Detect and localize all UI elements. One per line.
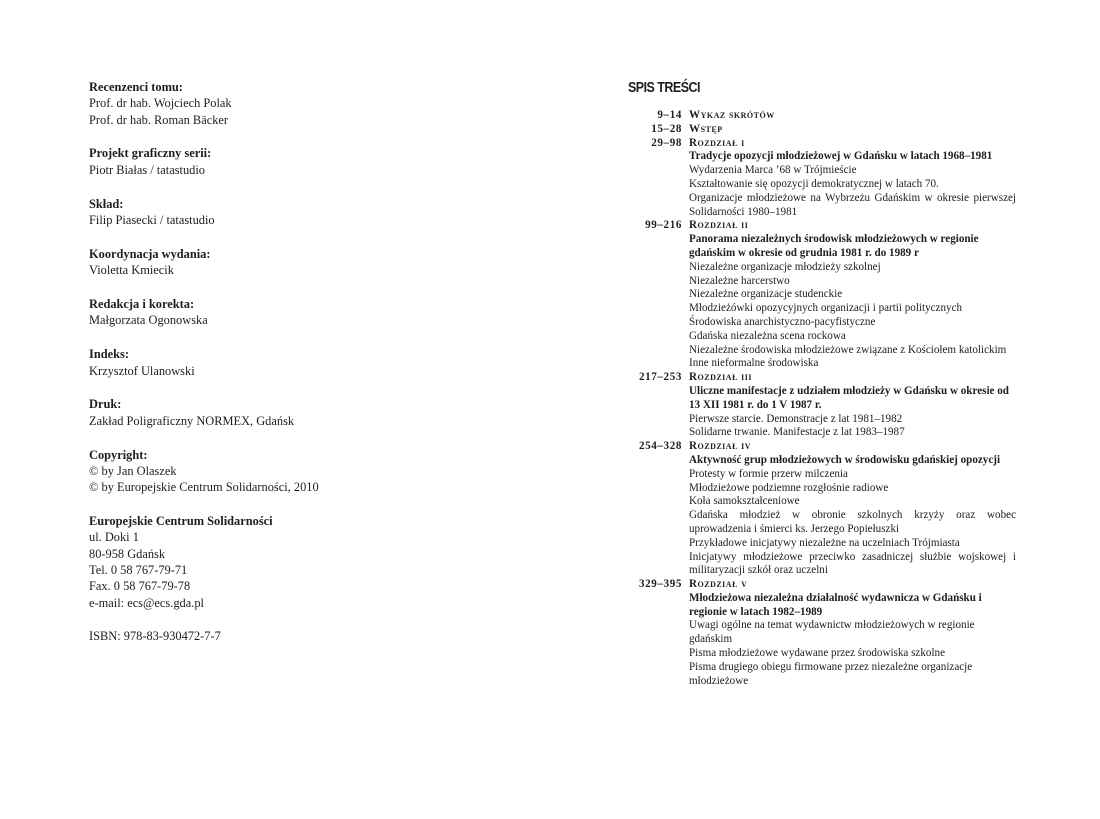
subsection: Niezależne organizacje studenckie xyxy=(689,288,843,301)
toc-entry xyxy=(628,578,1038,688)
credit-editing xyxy=(89,296,529,329)
isbn: ISBN: 978-83-930472-7-7 xyxy=(89,629,221,644)
subsection: Pisma drugiego obiegu firmowane przez niezależne organizacje młodzieżowe xyxy=(689,660,973,687)
toc-heading: Wstęp xyxy=(689,122,723,135)
credit-coordination xyxy=(89,246,529,279)
toc-entry xyxy=(628,109,1038,123)
toc-heading: Rozdział iv xyxy=(689,440,752,453)
credit-line: Prof. dr hab. Wojciech Polak xyxy=(89,96,232,111)
credit-copyright xyxy=(89,447,529,496)
toc-heading: Rozdział iii xyxy=(689,371,753,384)
imprint-page xyxy=(89,79,529,662)
credit-label: Indeks: xyxy=(89,347,129,362)
toc-heading: Wykaz skrótów xyxy=(689,109,775,121)
credit-label: Redakcja i korekta: xyxy=(89,297,195,312)
credit-line: © by Europejskie Centrum Solidarności, 2010 xyxy=(89,480,319,495)
credit-label: Copyright: xyxy=(89,447,148,462)
toc-heading: Rozdział v xyxy=(689,578,748,591)
chapter-title: Aktywność grup młodzieżowych w środowisku gdańskiej opozycji xyxy=(689,453,1001,466)
toc-entry xyxy=(628,123,1038,137)
toc-entry xyxy=(628,137,1038,220)
subsection: Wydarzenia Marca ’68 w Trójmieście xyxy=(689,164,857,177)
subsection: Niezależne środowiska młodzieżowe związane z Kościołem katolickim xyxy=(689,343,1007,356)
subsection: Inne nieformalne środowiska xyxy=(689,357,819,370)
subsection: Przykładowe inicjatywy niezależne na uczelniach Trójmiasta xyxy=(689,536,960,549)
publisher-name: Europejskie Centrum Solidarności xyxy=(89,514,273,529)
subsection: Niezależne harcerstwo xyxy=(689,274,790,287)
toc-page-range: 15–28 xyxy=(651,122,682,135)
phone-line: Tel. 0 58 767-79-71 xyxy=(89,562,188,577)
credit-label: Koordynacja wydania: xyxy=(89,246,211,261)
credit-label: Projekt graficzny serii: xyxy=(89,146,212,161)
toc-page-range: 99–216 xyxy=(645,219,682,232)
credit-design xyxy=(89,145,529,178)
subsection: Solidarne trwanie. Manifestacje z lat 1983–1987 xyxy=(689,426,905,439)
subsection: Gdańska niezależna scena rockowa xyxy=(689,329,846,342)
toc-heading: Rozdział i xyxy=(689,136,745,149)
subsection: Koła samokształceniowe xyxy=(689,495,800,508)
subsection: Pisma młodzieżowe wydawane przez środowiska szkolne xyxy=(689,647,946,660)
address-line: 80-958 Gdańsk xyxy=(89,546,166,561)
subsection: Kształtowanie się opozycji demokratycznej w latach 70. xyxy=(689,177,939,190)
credit-line: Zakład Poligraficzny NORMEX, Gdańsk xyxy=(89,413,295,428)
credit-label: Skład: xyxy=(89,196,124,211)
toc-title: SPIS TREŚCI xyxy=(628,80,700,96)
toc-page-range: 254–328 xyxy=(638,440,682,453)
chapter-title: Młodzieżowa niezależna działalność wydawnicza w Gdańsku i regionie w latach 1982–1989 xyxy=(689,591,982,618)
subsection: Środowiska anarchistyczno-pacyfistyczne xyxy=(689,315,876,328)
credit-typesetting xyxy=(89,196,529,229)
chapter-title: Tradycje opozycji młodzieżowej w Gdańsku w latach 1968–1981 xyxy=(689,150,993,163)
isbn-block xyxy=(89,628,529,644)
toc-page-range: 329–395 xyxy=(638,578,682,591)
subsection: Protesty w formie przerw milczenia xyxy=(689,467,848,480)
subsection: Organizacje młodzieżowe na Wybrzeżu Gdańskim w okresie pierwszej Solidarności 1980–1981 xyxy=(689,191,1016,218)
subsection: Uwagi ogólne na temat wydawnictw młodzieżowych w regionie gdańskim xyxy=(689,619,975,646)
toc-page-range: 29–98 xyxy=(651,136,682,149)
toc-heading: Rozdział ii xyxy=(689,219,749,232)
credit-print xyxy=(89,396,529,429)
credit-line: Piotr Białas / tatastudio xyxy=(89,162,205,177)
credit-line: Prof. dr hab. Roman Bäcker xyxy=(89,112,229,127)
credit-line: Krzysztof Ulanowski xyxy=(89,363,195,378)
credit-reviewers xyxy=(89,79,529,128)
toc-entry xyxy=(628,219,1038,371)
address-line: ul. Doki 1 xyxy=(89,530,139,545)
toc-entry xyxy=(628,440,1038,578)
credit-line: Filip Piasecki / tatastudio xyxy=(89,212,215,227)
table-of-contents xyxy=(628,109,1038,688)
fax-line: Fax. 0 58 767-79-78 xyxy=(89,579,191,594)
toc-entry xyxy=(628,371,1038,440)
credit-line: © by Jan Olaszek xyxy=(89,463,177,478)
credit-line: Małgorzata Ogonowska xyxy=(89,313,208,328)
subsection: Niezależne organizacje młodzieży szkolnej xyxy=(689,260,881,273)
subsection: Młodzieżowe podziemne rozgłośnie radiowe xyxy=(689,481,889,494)
subsection: Gdańska młodzież w obronie szkolnych krzyży oraz wobec uprowadzenia i śmierci ks. Jerzego Popiełuszki xyxy=(689,509,1016,535)
email-line: e-mail: ecs@ecs.gda.pl xyxy=(89,595,204,610)
credit-label: Recenzenci tomu: xyxy=(89,80,183,94)
publisher-address xyxy=(89,513,529,611)
credit-line: Violetta Kmiecik xyxy=(89,263,174,278)
chapter-title: Uliczne manifestacje z udziałem młodzieży w Gdańsku w okresie od 13 XII 1981 r. do 1 V 1987 r. xyxy=(689,384,1009,411)
credit-label: Druk: xyxy=(89,397,122,412)
toc-page-range: 9–14 xyxy=(657,109,682,121)
subsection: Inicjatywy młodzieżowe przeciwko zasadniczej służbie wojskowej i militaryzacji szkół oraz uczelni xyxy=(689,550,1016,577)
subsection: Młodzieżówki opozycyjnych organizacji i partii politycznych xyxy=(689,302,963,315)
toc-page-range: 217–253 xyxy=(638,371,682,384)
credit-index xyxy=(89,346,529,379)
subsection: Pierwsze starcie. Demonstracje z lat 1981–1982 xyxy=(689,412,903,425)
chapter-title: Panorama niezależnych środowisk młodzieżowych w regionie gdańskim w okresie od grudnia 1981 r. do 1989 r xyxy=(689,233,979,259)
